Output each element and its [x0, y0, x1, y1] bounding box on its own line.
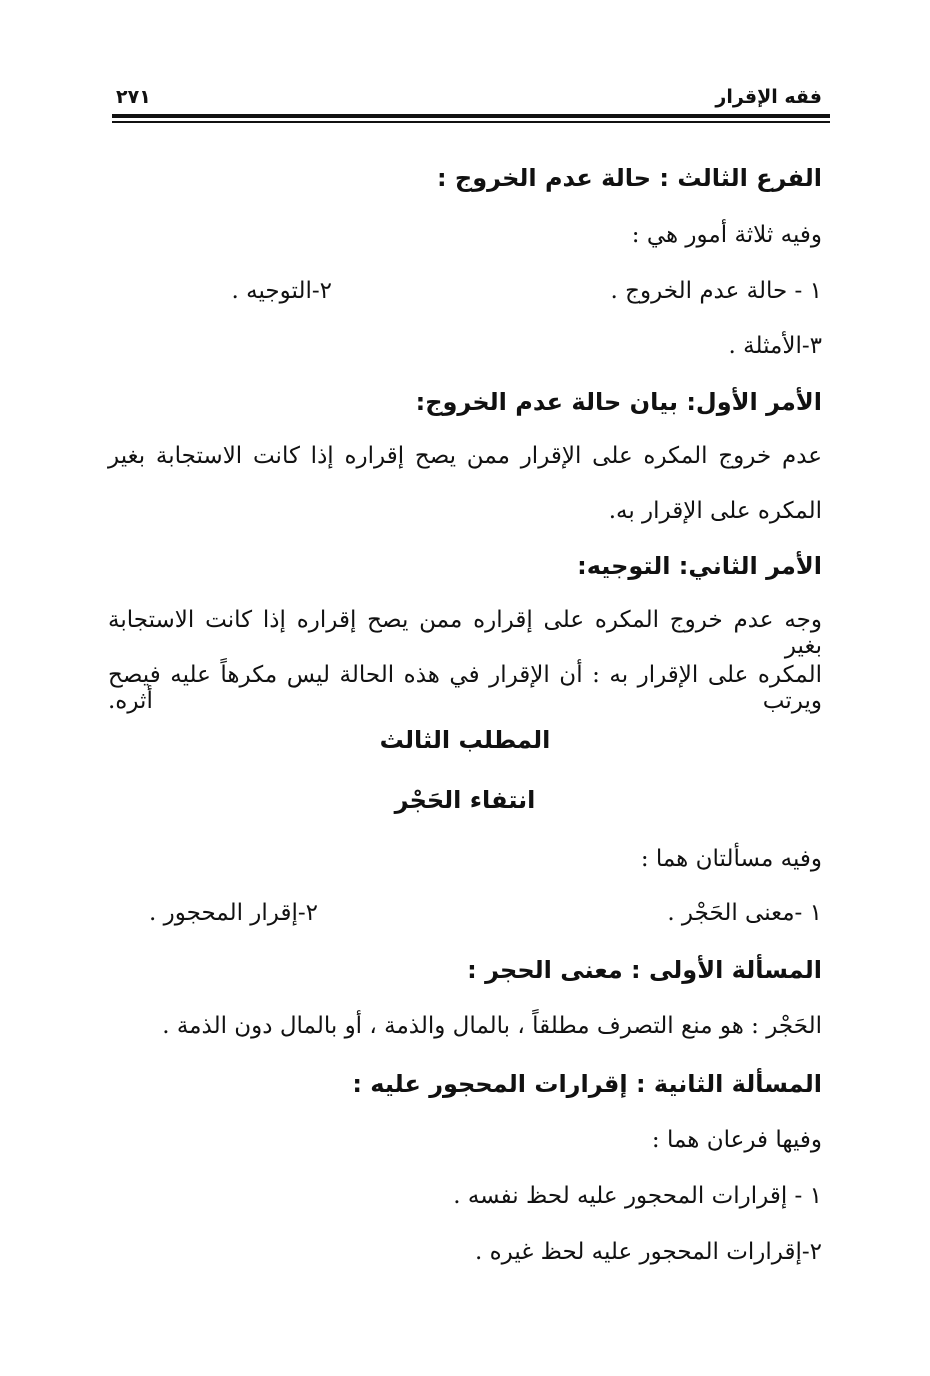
- branch3-item-1-text: ١ - حالة عدم الخروج .: [610, 278, 822, 304]
- matlab-item-1-text: ١ -معنى الحَجْر .: [667, 900, 822, 926]
- question1-heading: المسألة الأولى : معنى الحجر :: [467, 956, 822, 984]
- header-rule-thick: [112, 114, 830, 118]
- second-matter-line-2: المكره على الإقرار به : أن الإقرار في هذه الحالة ليس مكرهاً عليه فيصح ويرتب أثره.: [108, 662, 822, 714]
- header-title: فقه الإقرار: [715, 86, 822, 108]
- matlab-subtitle: انتفاء الحَجْر: [394, 786, 536, 814]
- branch3-intro: وفيه ثلاثة أمور هي :: [631, 222, 822, 248]
- branch3-item-3: ٣-الأمثلة .: [728, 333, 822, 359]
- matlab-title: المطلب الثالث: [379, 726, 551, 754]
- question2-item-1: ١ - إقرارات المحجور عليه لحظ نفسه .: [453, 1183, 822, 1209]
- first-matter-heading: الأمر الأول: بيان حالة عدم الخروج:: [415, 388, 822, 416]
- question2-intro: وفيها فرعان هما :: [651, 1127, 822, 1153]
- first-matter-line-1: عدم خروج المكره على الإقرار ممن يصح إقراره إذا كانت الاستجابة بغير: [108, 443, 822, 469]
- header-rule-thin: [112, 121, 830, 123]
- branch3-item-1: [108, 278, 822, 304]
- matlab-item-2: ٢-إقرار المحجور .: [148, 900, 318, 926]
- branch3-heading: الفرع الثالث : حالة عدم الخروج :: [436, 164, 822, 192]
- question1-text: الحَجْر : هو منع التصرف مطلقاً ، بالمال والذمة ، أو بالمال دون الذمة .: [162, 1013, 822, 1039]
- second-matter-line-1: وجه عدم خروج المكره على إقراره ممن يصح إقراره إذا كانت الاستجابة بغير: [108, 607, 822, 659]
- first-matter-line-2: المكره على الإقرار به.: [608, 498, 822, 524]
- second-matter-heading: الأمر الثاني: التوجيه:: [577, 552, 822, 580]
- running-header: [112, 86, 822, 112]
- question2-item-2: ٢-إقرارات المحجور عليه لحظ غيره .: [475, 1239, 822, 1265]
- question2-heading: المسألة الثانية : إقرارات المحجور عليه :: [352, 1070, 822, 1098]
- matlab-intro: وفيه مسألتان هما :: [640, 846, 822, 872]
- page-number: ٢٧١: [116, 86, 151, 108]
- branch3-item-2: ٢-التوجيه .: [231, 278, 332, 304]
